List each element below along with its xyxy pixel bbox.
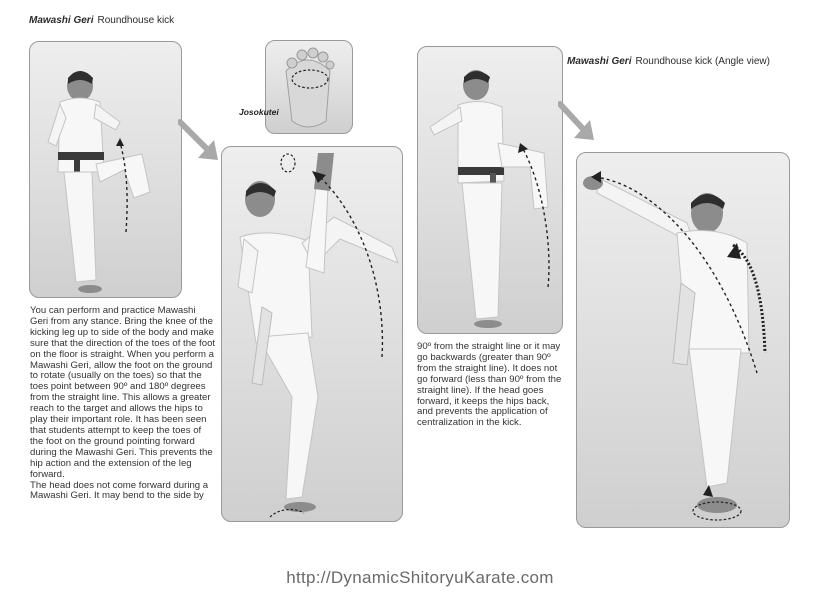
caption-right (567, 56, 770, 68)
karateka-chamber-figure (30, 42, 181, 297)
photo-josokutei-inset (265, 40, 353, 134)
caption-left-title: Mawashi Geri (29, 15, 94, 26)
footer-url[interactable]: http://DynamicShitoryuKarate.com (286, 568, 554, 587)
photo-kick-angle (576, 152, 790, 528)
arrow-right-down-icon (178, 118, 222, 164)
body-text-left (30, 306, 216, 502)
caption-left-subtitle: Roundhouse kick (97, 15, 175, 26)
caption-left (29, 15, 174, 27)
foot-sole-figure (266, 41, 352, 133)
karateka-kick-angle-figure (577, 153, 789, 527)
paragraph: 90º from the straight line or it may go backwards (greater than 90º from the straight line). It does not go forward (less than 90º from the straight line). If the head goes forward, it keeps the hips back, and prevents the application of centralization in the kick. (417, 341, 562, 429)
paragraph: The head does not come forward during a Mawashi Geri. It may bend to the side by (30, 479, 209, 502)
body-text-right (417, 342, 563, 429)
karateka-kick-figure (222, 147, 402, 521)
photo-chamber-angle (417, 46, 563, 334)
photo-chamber-front (29, 41, 182, 298)
josokutei-label: Josokutei (239, 107, 279, 117)
arrow-right-down-icon-2 (558, 100, 598, 144)
caption-right-subtitle: Roundhouse kick (Angle view) (635, 56, 770, 67)
paragraph: You can perform and practice Mawashi Geri from any stance. Bring the knee of the kicking leg up to side of the body and make sure that the direction of the toes of the foot on the floor is straight. When you perform a Mawashi Geri, allow the foot on the ground to rotate (usually on the toes) so that the toes point between 90º and 180º degrees from the straight line. This allows a greater reach to the target and allows the hips to play their important role. It has been seen that students attempt to keep the toes of the foot on the ground pointing forward during the Mawashi Geri. This prevents the hip action and the extension of the leg forward. (30, 305, 216, 480)
karateka-chamber-angle-figure (418, 47, 562, 333)
photo-kick-front (221, 146, 403, 522)
caption-right-title: Mawashi Geri (567, 56, 632, 67)
